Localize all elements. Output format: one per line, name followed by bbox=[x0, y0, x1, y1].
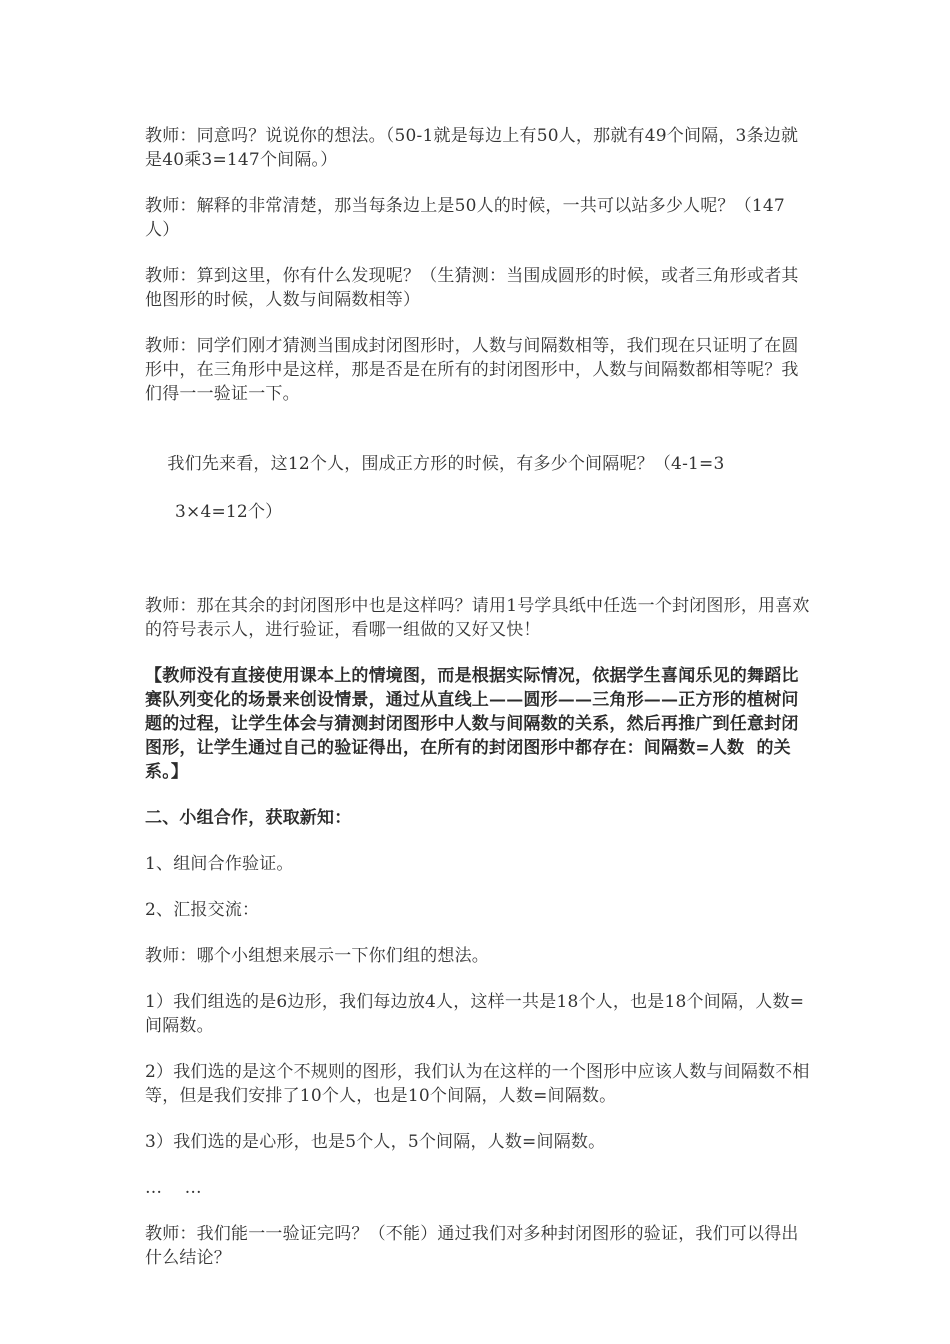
list-item: 2、汇报交流： bbox=[145, 900, 260, 920]
document-body bbox=[145, 124, 810, 1292]
paragraph-teacher-explain: 教师：解释的非常清楚，那当每条边上是50人的时候，一共可以站多少人呢？（147人） bbox=[145, 196, 785, 240]
paragraph-teacher-guess: 教师：同学们刚才猜测当围成封闭图形时，人数与间隔数相等，我们现在只证明了在圆形中，在三角形中是这样，那是否是在所有的封闭图形中，人数与间隔数都相等呢？我们得一一验证一下。 bbox=[145, 336, 799, 404]
list-item: 3）我们选的是心形，也是5个人，5个间隔，人数=间隔数。 bbox=[145, 1132, 606, 1152]
paragraph-verify: 教师：那在其余的封闭图形中也是这样吗？请用1号学具纸中任选一个封闭图形，用喜欢的符号表示人，进行验证，看哪一组做的又好又快！ bbox=[145, 596, 810, 640]
square-line-1: 我们先来看，这12个人，围成正方形的时候，有多少个间隔呢？（4-1=3 bbox=[167, 454, 725, 474]
square-line-2: 3×4=12个） bbox=[175, 502, 283, 522]
list-item: 教师：我们能一一验证完吗？（不能）通过我们对多种封闭图形的验证，我们可以得出什么结论？ bbox=[145, 1224, 799, 1268]
ellipsis-line: … … bbox=[145, 1178, 202, 1198]
commentary-block: 【教师没有直接使用课本上的情境图，而是根据实际情况，依据学生喜闻乐见的舞蹈比赛队列变化的场景来创设情景，通过从直线上——圆形——三角形——正方形的植树问题的过程，让学生体会与猜测封闭图形中人数与间隔数的关系，然后再推广到任意封闭图形，让学生通过自己的验证得出，在所有的封闭图形中都存在：间隔数=人数 的关系。】 bbox=[145, 666, 799, 782]
paragraph-teacher-agree: 教师：同意吗？说说你的想法。（50-1就是每边上有50人，那就有49个间隔，3条边就是40乘3=147个间隔。） bbox=[145, 126, 799, 170]
list-item: 教师：哪个小组想来展示一下你们组的想法。 bbox=[145, 946, 489, 966]
list-item: 1、组间合作验证。 bbox=[145, 854, 294, 874]
paragraph-square bbox=[145, 428, 810, 572]
paragraph-teacher-discover: 教师：算到这里，你有什么发现呢？（生猜测：当围成圆形的时候，或者三角形或者其他图形的时候，人数与间隔数相等） bbox=[145, 266, 799, 310]
list-item: 2）我们选的是这个不规则的图形，我们认为在这样的一个图形中应该人数与间隔数不相等，但是我们安排了10个人，也是10个间隔，人数=间隔数。 bbox=[145, 1062, 810, 1106]
section-heading: 二、小组合作，获取新知： bbox=[145, 808, 352, 828]
list-item: 1）我们组选的是6边形，我们每边放4人，这样一共是18个人，也是18个间隔，人数=间隔数。 bbox=[145, 992, 805, 1036]
